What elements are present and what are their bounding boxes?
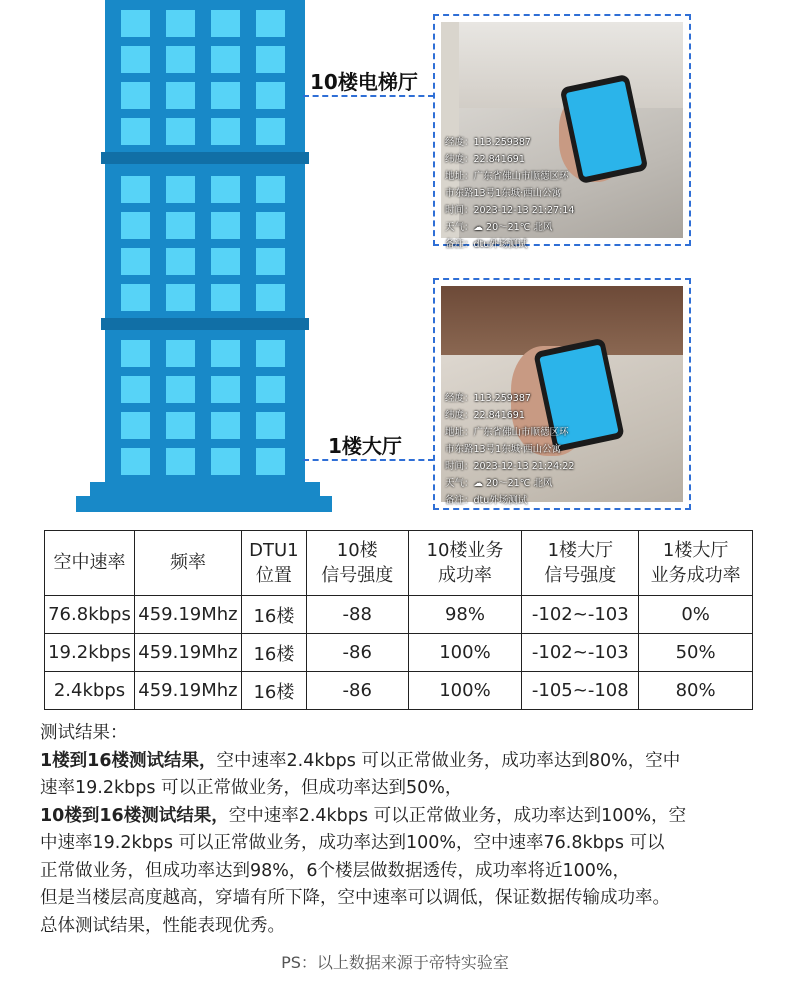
- table-cell: 80%: [639, 672, 753, 710]
- table-header-row: [45, 531, 753, 596]
- building-window: [256, 412, 285, 439]
- building-window: [211, 248, 240, 275]
- building-window: [166, 46, 195, 73]
- building-window: [121, 10, 150, 37]
- table-cell: -105~-108: [522, 672, 639, 710]
- table-cell: -88: [306, 596, 408, 634]
- table-cell: 2.4kbps: [45, 672, 135, 710]
- table-cell: 100%: [408, 672, 522, 710]
- building-window: [121, 284, 150, 311]
- table-cell: 50%: [639, 634, 753, 672]
- building-window: [211, 284, 240, 311]
- building-window: [121, 82, 150, 109]
- building-window: [256, 376, 285, 403]
- header-10f-signal: 10楼 信号强度: [306, 531, 408, 596]
- building-illustration: [76, 0, 332, 512]
- building-window: [121, 412, 150, 439]
- building-window: [121, 376, 150, 403]
- table-cell: 76.8kbps: [45, 596, 135, 634]
- photo-10th-floor: [433, 14, 691, 250]
- table-cell: 16楼: [241, 634, 306, 672]
- building-window: [166, 248, 195, 275]
- building-window: [166, 118, 195, 145]
- table-cell: -102~-103: [522, 634, 639, 672]
- table-cell: -102~-103: [522, 596, 639, 634]
- building-window: [121, 46, 150, 73]
- building-window: [211, 82, 240, 109]
- table-cell: 459.19Mhz: [134, 672, 241, 710]
- callout-line-top: [303, 95, 434, 97]
- table-cell: 459.19Mhz: [134, 596, 241, 634]
- table-cell: 100%: [408, 634, 522, 672]
- building-window: [256, 10, 285, 37]
- table-cell: -86: [306, 672, 408, 710]
- result-note: 但是当楼层高度越高，穿墙有所下降，空中速率可以调低，保证数据传输成功率。: [40, 888, 670, 908]
- building-window: [211, 118, 240, 145]
- table-row: [45, 672, 753, 710]
- building-window: [121, 176, 150, 203]
- building-window: [256, 340, 285, 367]
- result-summary: 总体测试结果，性能表现优秀。: [40, 915, 285, 936]
- table-cell: 19.2kbps: [45, 634, 135, 672]
- building-window: [211, 412, 240, 439]
- label-1st-floor-lobby: 1楼大厅: [328, 434, 402, 458]
- result-1f-line1: 1楼到16楼测试结果，空中速率2.4kbps 可以正常做业务，成功率达到80%，空中: [40, 750, 681, 771]
- building-window: [166, 82, 195, 109]
- building-window: [256, 176, 285, 203]
- building-window: [166, 176, 195, 203]
- header-dtu-position: DTU1 位置: [241, 531, 306, 596]
- photo-watermark-bottom: 经度：113.259387 纬度：22.841691 地址：广东省佛山市顺德区环 市东路13号1东城·西山公寓 时间：2023-12-13 21:24:22 天气：☁ 20～21℃ 北风 备注：dtu外场测试: [445, 393, 575, 506]
- building-window: [121, 448, 150, 475]
- test-results-table: [44, 530, 753, 710]
- label-10th-floor-elevator-hall: 10楼电梯厅: [310, 70, 418, 94]
- table-cell: 16楼: [241, 596, 306, 634]
- building-window: [166, 340, 195, 367]
- building-window: [211, 448, 240, 475]
- building-window: [121, 212, 150, 239]
- building-window: [211, 46, 240, 73]
- table-cell: 98%: [408, 596, 522, 634]
- building-window: [256, 82, 285, 109]
- table-row: [45, 596, 753, 634]
- result-10f-line1: 10楼到16楼测试结果，空中速率2.4kbps 可以正常做业务，成功率达到100%，空: [40, 805, 687, 826]
- building-window: [256, 248, 285, 275]
- building-window: [256, 118, 285, 145]
- building-window: [121, 340, 150, 367]
- building-window: [256, 46, 285, 73]
- building-window: [256, 212, 285, 239]
- building-window: [211, 176, 240, 203]
- footer-source-note: PS：以上数据来源于帝特实验室: [281, 953, 509, 972]
- table-cell: 459.19Mhz: [134, 634, 241, 672]
- callout-line-bottom: [303, 459, 434, 461]
- photo-1st-floor: [433, 278, 691, 510]
- results-text: [40, 720, 755, 940]
- building-window: [166, 412, 195, 439]
- building-window: [211, 340, 240, 367]
- table-cell: 16楼: [241, 672, 306, 710]
- building-window: [256, 448, 285, 475]
- building-window: [211, 376, 240, 403]
- building-window: [211, 10, 240, 37]
- building-window: [121, 248, 150, 275]
- building-window: [211, 212, 240, 239]
- table-row: [45, 634, 753, 672]
- header-frequency: 频率: [134, 531, 241, 596]
- table-cell: 0%: [639, 596, 753, 634]
- header-1f-signal: 1楼大厅 信号强度: [522, 531, 639, 596]
- header-air-rate: 空中速率: [45, 531, 135, 596]
- building-window: [166, 448, 195, 475]
- result-10f-line3: 正常做业务，但成功率达到98%，6个楼层做数据透传，成功率将近100%，: [40, 860, 631, 881]
- building-window: [166, 10, 195, 37]
- building-window: [166, 376, 195, 403]
- table-cell: -86: [306, 634, 408, 672]
- result-1f-line2: 速率19.2kbps 可以正常做业务，但成功率达到50%，: [40, 778, 463, 798]
- result-10f-line2: 中速率19.2kbps 可以正常做业务，成功率达到100%，空中速率76.8kbps 可以: [40, 833, 665, 853]
- header-10f-success: 10楼业务 成功率: [408, 531, 522, 596]
- building-window: [166, 284, 195, 311]
- building-window: [121, 118, 150, 145]
- header-1f-success: 1楼大厅 业务成功率: [639, 531, 753, 596]
- results-heading: 测试结果：: [40, 723, 128, 743]
- photo-watermark-top: 经度：113.259387 纬度：22.841691 地址：广东省佛山市顺德区环 市东路13号1东城·西山公寓 时间：2023-12-13 21:27:14 天气：☁ 20～21℃ 北风 备注：dtu外场测试: [445, 137, 575, 250]
- building-window: [166, 212, 195, 239]
- building-window: [256, 284, 285, 311]
- result-10f-label: 10楼到16楼测试结果，: [40, 805, 229, 826]
- result-1f-label: 1楼到16楼测试结果，: [40, 750, 217, 771]
